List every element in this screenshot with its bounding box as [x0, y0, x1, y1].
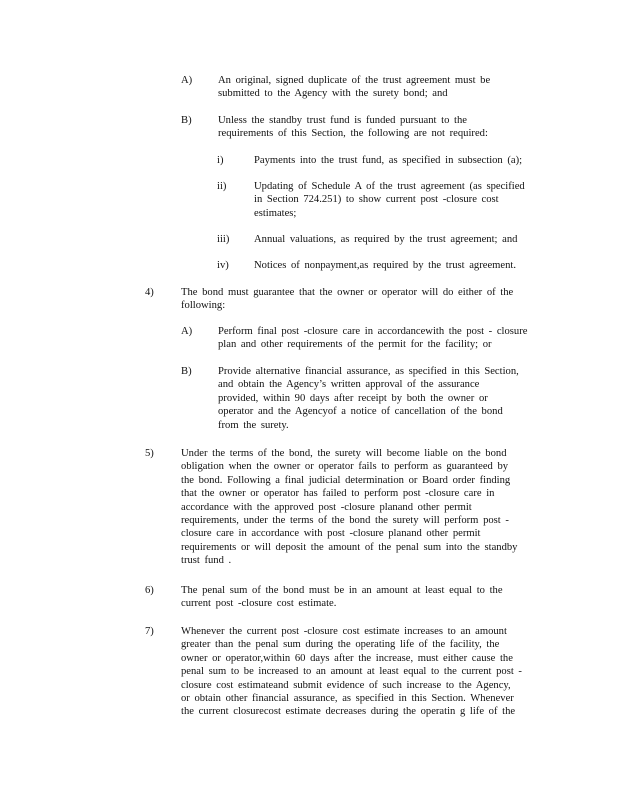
text-line: Provide alternative financial assurance, as specified in this Section, — [218, 366, 519, 377]
item-label-4: 4) — [145, 287, 154, 298]
text-line: closure care in accordance with post -closure planand other permit — [181, 528, 481, 540]
text-line: The bond must guarantee that the owner or operator will do either of the — [181, 287, 514, 298]
text-line: that the owner or operator has failed to perform post -closure care in — [181, 488, 495, 500]
text-line: Notices of nonpayment,as required by the trust agreement. — [254, 260, 516, 271]
item-text-4b — [218, 365, 538, 432]
item-text-b — [218, 114, 513, 141]
item-label-ii: ii) — [217, 181, 227, 192]
text-line: Whenever the current post -closure cost estimate increases to an amount — [181, 626, 507, 637]
item-text-7 — [181, 625, 536, 719]
item-label-4b: B) — [181, 366, 192, 377]
item-label-4a: A) — [181, 326, 193, 337]
text-line: An original, signed duplicate of the trust agreement must be — [218, 75, 491, 86]
text-line: obligation when the owner or operator fails to perform as guaranteed by — [181, 461, 509, 473]
text-line: Unless the standby trust fund is funded pursuant to the — [218, 115, 467, 126]
text-line: closure cost estimateand submit evidence of such increase to the Agency, — [181, 679, 511, 691]
item-label-iv: iv) — [217, 260, 229, 271]
item-label-7: 7) — [145, 626, 154, 637]
text-line: greater than the penal sum during the operating life of the facility, the — [181, 639, 500, 651]
item-text-i — [254, 154, 539, 167]
text-line: trust fund . — [181, 555, 232, 567]
item-text-a — [218, 74, 513, 101]
item-label-6: 6) — [145, 585, 154, 596]
item-label-a: A) — [181, 75, 193, 86]
item-label-b: B) — [181, 115, 192, 126]
text-line: provided, within 90 days after receipt by both the owner or — [218, 392, 488, 404]
text-line: accordance with the approved post -closure planand other permit — [181, 501, 472, 513]
item-label-5: 5) — [145, 448, 154, 459]
text-line: operator and the Agencyof a notice of cancellation of the bond — [218, 406, 503, 418]
item-text-iv — [254, 259, 539, 272]
item-label-i: i) — [217, 155, 224, 166]
text-line: requirements of this Section, the following are not required: — [218, 128, 488, 140]
text-line: Payments into the trust fund, as specified in subsection (a); — [254, 155, 523, 166]
text-line: Under the terms of the bond, the surety will become liable on the bond — [181, 448, 507, 459]
text-line: in Section 724.251) to show current post -closure cost — [254, 194, 499, 206]
text-line: plan and other requirements of the permit for the facility; or — [218, 339, 492, 351]
text-line: requirements or will deposit the amount of the penal sum into the standby — [181, 541, 518, 553]
text-line: current post -closure cost estimate. — [181, 598, 337, 610]
text-line: Annual valuations, as required by the trust agreement; and — [254, 234, 518, 245]
text-line: and obtain the Agency’s written approval of the assurance — [218, 379, 480, 391]
text-line: the current closurecost estimate decreases during the operatin g life of the — [181, 706, 516, 718]
text-line: following: — [181, 300, 226, 312]
text-line: The penal sum of the bond must be in an amount at least equal to the — [181, 585, 503, 596]
text-line: Updating of Schedule A of the trust agreement (as specified — [254, 181, 525, 192]
item-text-ii — [254, 180, 539, 220]
text-line: owner or operator,within 60 days after the increase, must either cause the — [181, 652, 513, 664]
item-text-5 — [181, 447, 536, 568]
text-line: requirements, under the terms of the bond the surety will perform post - — [181, 515, 509, 527]
text-line: or obtain other financial assurance, as specified in this Section. Whenever — [181, 693, 514, 705]
item-text-iii — [254, 233, 539, 246]
text-line: Perform final post -closure care in accordancewith the post - closure — [218, 326, 528, 337]
item-label-iii: iii) — [217, 234, 230, 245]
text-line: the bond. Following a final judicial determination or Board order finding — [181, 474, 511, 486]
text-line: estimates; — [254, 207, 297, 219]
item-text-4 — [181, 286, 531, 313]
text-line: submitted to the Agency with the surety bond; and — [218, 88, 448, 100]
item-text-6 — [181, 584, 521, 611]
text-line: from the surety. — [218, 419, 289, 431]
text-line: penal sum to be increased to an amount at least equal to the current post - — [181, 666, 522, 678]
item-text-4a — [218, 325, 538, 352]
